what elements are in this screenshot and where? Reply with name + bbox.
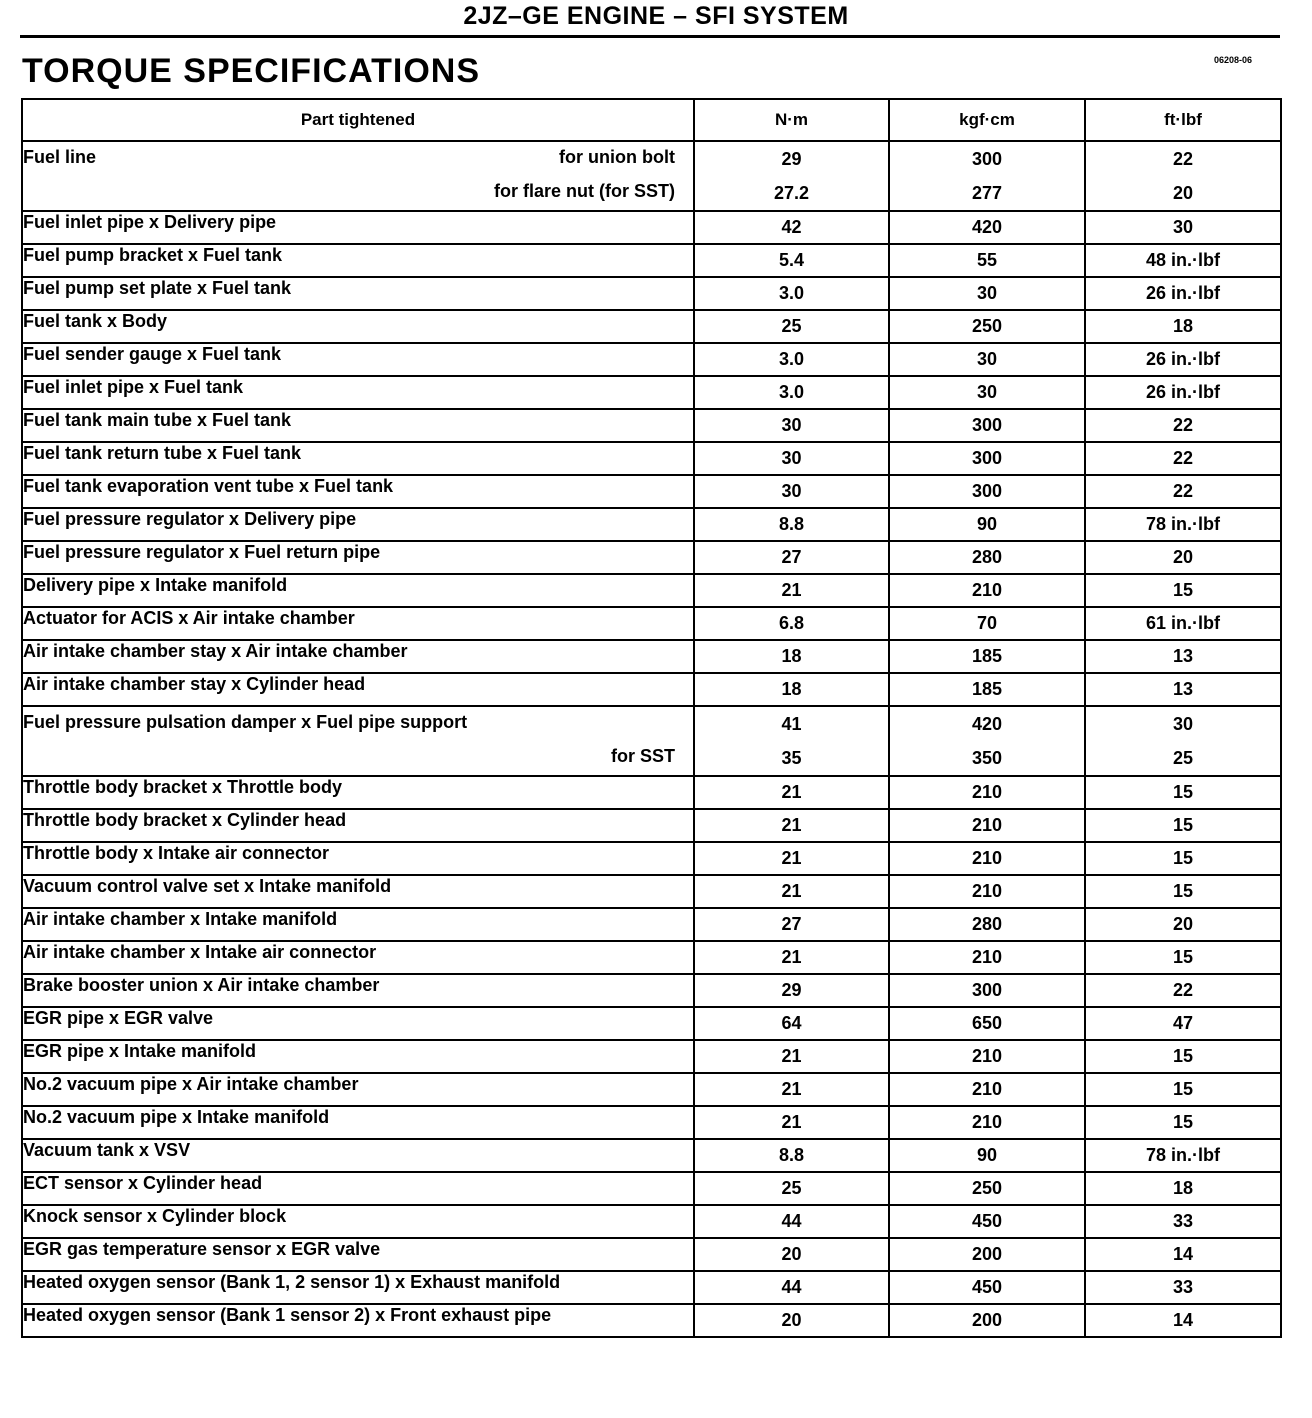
table-row [22,343,1281,376]
kgf-cell: 210 [889,574,1085,607]
ft-cell: 22 [1085,974,1281,1007]
ft-cell [1085,706,1281,776]
kgf-cell: 30 [889,376,1085,409]
nm-cell: 18 [694,640,889,673]
part-label: Fuel line [23,147,97,167]
table-row [22,1205,1281,1238]
ft-cell: 18 [1085,310,1281,343]
nm-cell: 3.0 [694,343,889,376]
part-cell: Fuel tank x Body [22,310,694,343]
nm-cell: 21 [694,1106,889,1139]
part-cell: Air intake chamber stay x Air intake chamber [22,640,694,673]
ft-cell: 15 [1085,776,1281,809]
part-cell: Throttle body x Intake air connector [22,842,694,875]
ft-cell: 33 [1085,1205,1281,1238]
part-cell: Knock sensor x Cylinder block [22,1205,694,1238]
kgf-cell: 300 [889,974,1085,1007]
part-cell: Delivery pipe x Intake manifold [22,574,694,607]
table-row [22,875,1281,908]
nm-cell: 27 [694,908,889,941]
part-cell: Fuel tank return tube x Fuel tank [22,442,694,475]
kgf-cell: 280 [889,541,1085,574]
part-cell [22,141,694,211]
part-cell: Fuel tank evaporation vent tube x Fuel tank [22,475,694,508]
kgf-cell: 210 [889,941,1085,974]
kgf-cell [889,706,1085,776]
ft-cell: 15 [1085,875,1281,908]
nm-cell: 44 [694,1205,889,1238]
part-cell: Fuel inlet pipe x Fuel tank [22,376,694,409]
ft-cell: 15 [1085,574,1281,607]
nm-cell: 20 [694,1304,889,1337]
nm-cell: 21 [694,574,889,607]
kgf-cell: 185 [889,640,1085,673]
ft-value: 20 [1172,183,1194,203]
part-cell: Air intake chamber x Intake air connector [22,941,694,974]
nm-cell: 6.8 [694,607,889,640]
nm-cell: 21 [694,809,889,842]
col-header-nm: N·m [694,99,889,141]
ft-cell: 30 [1085,211,1281,244]
table-header-row [22,99,1281,141]
kgf-cell: 210 [889,875,1085,908]
nm-cell: 30 [694,409,889,442]
ft-cell: 15 [1085,941,1281,974]
part-sub-label: for SST [610,746,675,766]
nm-value: 41 [781,714,802,734]
ft-cell: 15 [1085,1106,1281,1139]
table-row-fuel-line [22,141,1281,211]
part-cell: Fuel inlet pipe x Delivery pipe [22,211,694,244]
kgf-cell: 185 [889,673,1085,706]
table-row [22,776,1281,809]
table-row [22,574,1281,607]
part-cell: No.2 vacuum pipe x Air intake chamber [22,1073,694,1106]
table-row [22,211,1281,244]
nm-cell: 5.4 [694,244,889,277]
ft-cell: 61 in.·lbf [1085,607,1281,640]
table-row [22,409,1281,442]
table-row [22,607,1281,640]
table-row [22,1172,1281,1205]
ft-cell: 15 [1085,1040,1281,1073]
ft-cell: 15 [1085,1073,1281,1106]
ft-cell: 26 in.·lbf [1085,277,1281,310]
nm-cell: 21 [694,1040,889,1073]
part-cell [22,706,694,776]
kgf-cell: 650 [889,1007,1085,1040]
ft-cell: 78 in.·lbf [1085,508,1281,541]
page-title: TORQUE SPECIFICATIONS [22,52,481,90]
part-cell: Air intake chamber x Intake manifold [22,908,694,941]
table-row [22,508,1281,541]
nm-cell [694,141,889,211]
kgf-cell [889,141,1085,211]
table-row [22,809,1281,842]
part-cell: EGR pipe x Intake manifold [22,1040,694,1073]
table-row [22,1271,1281,1304]
nm-cell: 3.0 [694,376,889,409]
table-row [22,673,1281,706]
kgf-value: 420 [971,714,1003,734]
kgf-cell: 300 [889,409,1085,442]
nm-cell: 18 [694,673,889,706]
table-row [22,244,1281,277]
ft-cell: 26 in.·lbf [1085,376,1281,409]
table-row [22,640,1281,673]
ft-cell: 13 [1085,640,1281,673]
kgf-cell: 300 [889,442,1085,475]
kgf-cell: 450 [889,1271,1085,1304]
torque-table [21,98,1282,1338]
nm-cell: 21 [694,875,889,908]
col-header-part: Part tightened [22,99,694,141]
kgf-value: 350 [971,748,1003,768]
kgf-cell: 250 [889,1172,1085,1205]
kgf-cell: 210 [889,1106,1085,1139]
nm-cell: 8.8 [694,508,889,541]
nm-value: 27.2 [773,183,810,203]
kgf-cell: 70 [889,607,1085,640]
ft-value: 25 [1172,748,1194,768]
nm-cell: 20 [694,1238,889,1271]
ft-cell [1085,141,1281,211]
part-cell: EGR gas temperature sensor x EGR valve [22,1238,694,1271]
kgf-value: 300 [971,149,1003,169]
part-cell: No.2 vacuum pipe x Intake manifold [22,1106,694,1139]
nm-cell: 44 [694,1271,889,1304]
ft-cell: 22 [1085,409,1281,442]
table-row [22,475,1281,508]
table-row-damper [22,706,1281,776]
ft-cell: 48 in.·lbf [1085,244,1281,277]
part-cell: Brake booster union x Air intake chamber [22,974,694,1007]
table-row [22,1238,1281,1271]
ft-cell: 22 [1085,475,1281,508]
part-cell: Actuator for ACIS x Air intake chamber [22,607,694,640]
table-row [22,310,1281,343]
nm-value: 29 [781,149,802,169]
part-cell: Air intake chamber stay x Cylinder head [22,673,694,706]
table-row [22,974,1281,1007]
table-row [22,1304,1281,1337]
nm-cell [694,706,889,776]
part-sub-label: for flare nut (for SST) [494,181,675,201]
ft-cell: 20 [1085,541,1281,574]
ft-value: 22 [1172,149,1194,169]
table-row [22,1007,1281,1040]
kgf-cell: 30 [889,277,1085,310]
ft-cell: 20 [1085,908,1281,941]
nm-cell: 21 [694,842,889,875]
nm-value: 35 [781,748,802,768]
col-header-kgf: kgf·cm [889,99,1085,141]
kgf-cell: 30 [889,343,1085,376]
nm-cell: 8.8 [694,1139,889,1172]
part-cell: Fuel pump bracket x Fuel tank [22,244,694,277]
part-cell: Fuel pressure regulator x Delivery pipe [22,508,694,541]
nm-cell: 21 [694,941,889,974]
table-row [22,1139,1281,1172]
ft-cell: 18 [1085,1172,1281,1205]
kgf-cell: 90 [889,1139,1085,1172]
kgf-cell: 210 [889,809,1085,842]
table-row [22,277,1281,310]
nm-cell: 3.0 [694,277,889,310]
part-cell: ECT sensor x Cylinder head [22,1172,694,1205]
nm-cell: 42 [694,211,889,244]
ft-cell: 14 [1085,1238,1281,1271]
nm-cell: 29 [694,974,889,1007]
nm-cell: 27 [694,541,889,574]
ft-cell: 15 [1085,842,1281,875]
nm-cell: 64 [694,1007,889,1040]
part-cell: Vacuum control valve set x Intake manifold [22,875,694,908]
table-row [22,1040,1281,1073]
header-rule [20,35,1280,38]
part-cell: Heated oxygen sensor (Bank 1 sensor 2) x Front exhaust pipe [22,1304,694,1337]
ft-cell: 14 [1085,1304,1281,1337]
kgf-cell: 300 [889,475,1085,508]
kgf-cell: 200 [889,1304,1085,1337]
page-code: 06208-06 [1214,55,1253,65]
kgf-cell: 210 [889,842,1085,875]
part-cell: Heated oxygen sensor (Bank 1, 2 sensor 1) x Exhaust manifold [22,1271,694,1304]
part-cell: Fuel pressure regulator x Fuel return pipe [22,541,694,574]
kgf-cell: 55 [889,244,1085,277]
kgf-cell: 420 [889,211,1085,244]
ft-cell: 47 [1085,1007,1281,1040]
section-header: 2JZ–GE ENGINE – SFI SYSTEM [463,2,849,30]
kgf-cell: 90 [889,508,1085,541]
table-row [22,941,1281,974]
table-row [22,1106,1281,1139]
kgf-cell: 250 [889,310,1085,343]
ft-cell: 26 in.·lbf [1085,343,1281,376]
table-row [22,908,1281,941]
kgf-cell: 450 [889,1205,1085,1238]
part-cell: Fuel tank main tube x Fuel tank [22,409,694,442]
nm-cell: 30 [694,442,889,475]
table-row [22,541,1281,574]
part-cell: Throttle body bracket x Cylinder head [22,809,694,842]
part-cell: Throttle body bracket x Throttle body [22,776,694,809]
ft-cell: 15 [1085,809,1281,842]
part-cell: Fuel pump set plate x Fuel tank [22,277,694,310]
kgf-cell: 210 [889,1040,1085,1073]
part-cell: Vacuum tank x VSV [22,1139,694,1172]
part-cell: EGR pipe x EGR valve [22,1007,694,1040]
ft-cell: 78 in.·lbf [1085,1139,1281,1172]
part-cell: Fuel sender gauge x Fuel tank [22,343,694,376]
ft-cell: 22 [1085,442,1281,475]
kgf-value: 277 [971,183,1003,203]
ft-value: 30 [1172,714,1194,734]
nm-cell: 30 [694,475,889,508]
ft-cell: 13 [1085,673,1281,706]
nm-cell: 25 [694,1172,889,1205]
kgf-cell: 200 [889,1238,1085,1271]
part-label: Fuel pressure pulsation damper x Fuel pipe support [23,712,468,732]
kgf-cell: 280 [889,908,1085,941]
nm-cell: 21 [694,776,889,809]
kgf-cell: 210 [889,776,1085,809]
nm-cell: 25 [694,310,889,343]
part-sub-label: for union bolt [559,147,675,167]
table-row [22,376,1281,409]
table-row [22,442,1281,475]
nm-cell: 21 [694,1073,889,1106]
ft-cell: 33 [1085,1271,1281,1304]
table-row [22,1073,1281,1106]
table-row [22,842,1281,875]
kgf-cell: 210 [889,1073,1085,1106]
col-header-ft: ft·lbf [1085,99,1281,141]
